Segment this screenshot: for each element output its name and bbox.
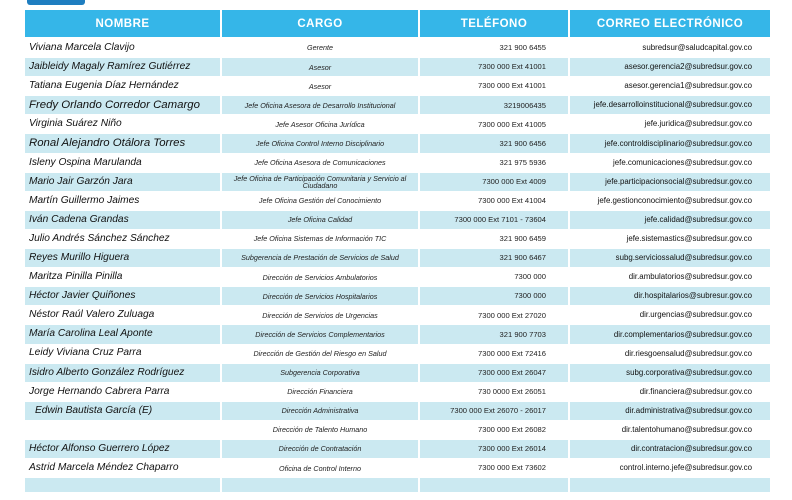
table-row [25, 440, 770, 459]
cell-nombre: Leidy Viviana Cruz Parra [25, 345, 220, 364]
cell-telefono: 7300 000 Ext 41001 [420, 77, 568, 96]
cell-telefono: 7300 000 Ext 26014 [420, 440, 568, 459]
table-row [25, 134, 770, 153]
cell-telefono: 321 975 5936 [420, 154, 568, 173]
cell-cargo: Jefe Oficina Calidad [222, 211, 418, 230]
cell-telefono: 7300 000 Ext 27020 [420, 306, 568, 325]
cell-cargo: Subgerencia Corporativa [222, 364, 418, 383]
cell-correo[interactable]: dir.riesgoensalud@subredsur.gov.co [570, 345, 770, 364]
cell-telefono: 7300 000 Ext 41005 [420, 115, 568, 134]
cell-cargo: Dirección de Servicios Ambulatorios [222, 268, 418, 287]
table-row [25, 77, 770, 96]
cell-cargo: Asesor [222, 77, 418, 96]
cell-correo[interactable]: jefe.sistemastics@subredsur.gov.co [570, 230, 770, 249]
cell-telefono: 7300 000 Ext 41004 [420, 192, 568, 211]
cell-correo[interactable]: jefe.comunicaciones@subredsur.gov.co [570, 154, 770, 173]
table-row [25, 325, 770, 344]
cell-correo[interactable]: dir.complementarios@subredsur.gov.co [570, 325, 770, 344]
cell-correo[interactable]: dir.financiera@subredsur.gov.co [570, 383, 770, 402]
table-row [25, 478, 770, 493]
directory-table [23, 10, 772, 493]
top-tab-marker [27, 0, 85, 5]
cell-nombre [25, 421, 220, 440]
cell-telefono: 7300 000 Ext 4009 [420, 173, 568, 192]
cell-nombre: Héctor Javier Quiñones [25, 287, 220, 306]
cell-cargo: Gerente [222, 39, 418, 58]
cell-correo[interactable]: dir.ambulatorios@subredsur.gov.co [570, 268, 770, 287]
cell-correo[interactable]: jefe.juridica@subredsur.gov.co [570, 115, 770, 134]
cell-nombre: Edwin Bautista García (E) [25, 402, 220, 421]
cell-telefono: 7300 000 Ext 26082 [420, 421, 568, 440]
cell-cargo: Subgerencia de Prestación de Servicios de Salud [222, 249, 418, 268]
cell-cargo: Dirección de Servicios Hospitalarios [222, 287, 418, 306]
cell-nombre: Isidro Alberto González Rodríguez [25, 364, 220, 383]
header-telefono: TELÉFONO [420, 10, 568, 39]
cell-nombre: Ronal Alejandro Otálora Torres [25, 134, 220, 153]
header-row [25, 10, 770, 39]
cell-cargo: Jefe Oficina Asesora de Desarrollo Institucional [222, 96, 418, 115]
cell-telefono: 7300 000 Ext 72416 [420, 345, 568, 364]
cell-telefono: 321 900 6455 [420, 39, 568, 58]
cell-correo[interactable]: subg.corporativa@subredsur.gov.co [570, 364, 770, 383]
cell-nombre: Iván Cadena Grandas [25, 211, 220, 230]
cell-telefono: 7300 000 [420, 268, 568, 287]
cell-nombre: Héctor Alfonso Guerrero López [25, 440, 220, 459]
cell-cargo: Oficina de Control Interno [222, 459, 418, 478]
cell-telefono: 7300 000 [420, 287, 568, 306]
table-row [25, 154, 770, 173]
cell-nombre: Fredy Orlando Corredor Camargo [25, 96, 220, 115]
cell-cargo: Dirección de Servicios Complementarios [222, 325, 418, 344]
cell-telefono: 321 900 7703 [420, 325, 568, 344]
cell-empty [222, 478, 418, 493]
cell-correo[interactable]: dir.administrativa@subredsur.gov.co [570, 402, 770, 421]
cell-correo[interactable]: dir.contratacion@subredsur.gov.co [570, 440, 770, 459]
table-row [25, 364, 770, 383]
cell-cargo: Jefe Asesor Oficina Jurídica [222, 115, 418, 134]
table-row [25, 345, 770, 364]
cell-cargo: Jefe Oficina de Participación Comunitaria y Servicio al Ciudadano [222, 173, 418, 192]
cell-nombre: Maritza Pinilla Pinilla [25, 268, 220, 287]
cell-cargo: Jefe Oficina Control Interno Disciplinario [222, 134, 418, 153]
cell-nombre: Martín Guillermo Jaimes [25, 192, 220, 211]
cell-correo[interactable]: subredsur@saludcapital.gov.co [570, 39, 770, 58]
cell-correo[interactable]: dir.talentohumano@subredsur.gov.co [570, 421, 770, 440]
table-row [25, 230, 770, 249]
cell-correo[interactable]: jefe.gestionconocimiento@subredsur.gov.co [570, 192, 770, 211]
table-row [25, 96, 770, 115]
table-row [25, 383, 770, 402]
cell-telefono: 7300 000 Ext 26047 [420, 364, 568, 383]
cell-telefono: 7300 000 Ext 26070 - 26017 [420, 402, 568, 421]
table-row [25, 211, 770, 230]
table-row [25, 402, 770, 421]
table-row [25, 173, 770, 192]
cell-nombre: Isleny Ospina Marulanda [25, 154, 220, 173]
cell-cargo: Dirección Financiera [222, 383, 418, 402]
cell-cargo: Dirección Administrativa [222, 402, 418, 421]
cell-correo[interactable]: subg.serviciossalud@subredsur.gov.co [570, 249, 770, 268]
cell-telefono: 7300 000 Ext 7101 - 73604 [420, 211, 568, 230]
cell-correo[interactable]: dir.hospitalarios@subresur.gov.co [570, 287, 770, 306]
cell-correo[interactable]: dir.urgencias@subredsur.gov.co [570, 306, 770, 325]
cell-nombre: María Carolina Leal Aponte [25, 325, 220, 344]
cell-cargo: Dirección de Contratación [222, 440, 418, 459]
cell-nombre: Julio Andrés Sánchez Sánchez [25, 230, 220, 249]
cell-nombre: Mario Jair Garzón Jara [25, 173, 220, 192]
cell-telefono: 7300 000 Ext 41001 [420, 58, 568, 77]
table-row [25, 192, 770, 211]
cell-cargo: Jefe Oficina Asesora de Comunicaciones [222, 154, 418, 173]
cell-nombre: Néstor Raúl Valero Zuluaga [25, 306, 220, 325]
cell-correo[interactable]: jefe.participacionsocial@subredsur.gov.co [570, 173, 770, 192]
cell-telefono: 3219006435 [420, 96, 568, 115]
cell-telefono: 7300 000 Ext 73602 [420, 459, 568, 478]
table-row [25, 459, 770, 478]
table-row [25, 249, 770, 268]
cell-cargo: Jefe Oficina Gestión del Conocimiento [222, 192, 418, 211]
cell-cargo: Asesor [222, 58, 418, 77]
cell-correo[interactable]: jefe.calidad@subredsur.gov.co [570, 211, 770, 230]
table-row [25, 421, 770, 440]
cell-telefono: 321 900 6467 [420, 249, 568, 268]
cell-empty [25, 478, 220, 493]
cell-nombre: Jorge Hernando Cabrera Parra [25, 383, 220, 402]
cell-cargo: Dirección de Servicios de Urgencias [222, 306, 418, 325]
cell-nombre: Reyes Murillo Higuera [25, 249, 220, 268]
header-cargo: CARGO [222, 10, 418, 39]
table-row [25, 268, 770, 287]
header-correo: CORREO ELECTRÓNICO [570, 10, 770, 39]
cell-correo[interactable]: jefe.controldisciplinario@subredsur.gov.co [570, 134, 770, 153]
cell-empty [570, 478, 770, 493]
cell-correo[interactable]: asesor.gerencia2@subredsur.gov.co [570, 58, 770, 77]
cell-cargo: Dirección de Talento Humano [222, 421, 418, 440]
cell-cargo: Dirección de Gestión del Riesgo en Salud [222, 345, 418, 364]
table-row [25, 115, 770, 134]
cell-telefono: 321 900 6459 [420, 230, 568, 249]
cell-correo[interactable]: jefe.desarrolloinstitucional@subredsur.gov.co [570, 96, 770, 115]
header-nombre: NOMBRE [25, 10, 220, 39]
cell-telefono: 730 0000 Ext 26051 [420, 383, 568, 402]
cell-nombre: Virginia Suárez Niño [25, 115, 220, 134]
cell-empty [420, 478, 568, 493]
table-row [25, 306, 770, 325]
cell-nombre: Jaibleidy Magaly Ramírez Gutiérrez [25, 58, 220, 77]
cell-correo[interactable]: asesor.gerencia1@subredsur.gov.co [570, 77, 770, 96]
table-row [25, 287, 770, 306]
cell-nombre: Astrid Marcela Méndez Chaparro [25, 459, 220, 478]
cell-nombre: Viviana Marcela Clavijo [25, 39, 220, 58]
cell-nombre: Tatiana Eugenia Díaz Hernández [25, 77, 220, 96]
cell-correo[interactable]: control.interno.jefe@subredsur.gov.co [570, 459, 770, 478]
cell-telefono: 321 900 6456 [420, 134, 568, 153]
cell-cargo: Jefe Oficina Sistemas de Información TIC [222, 230, 418, 249]
table-row [25, 58, 770, 77]
table-row [25, 39, 770, 58]
